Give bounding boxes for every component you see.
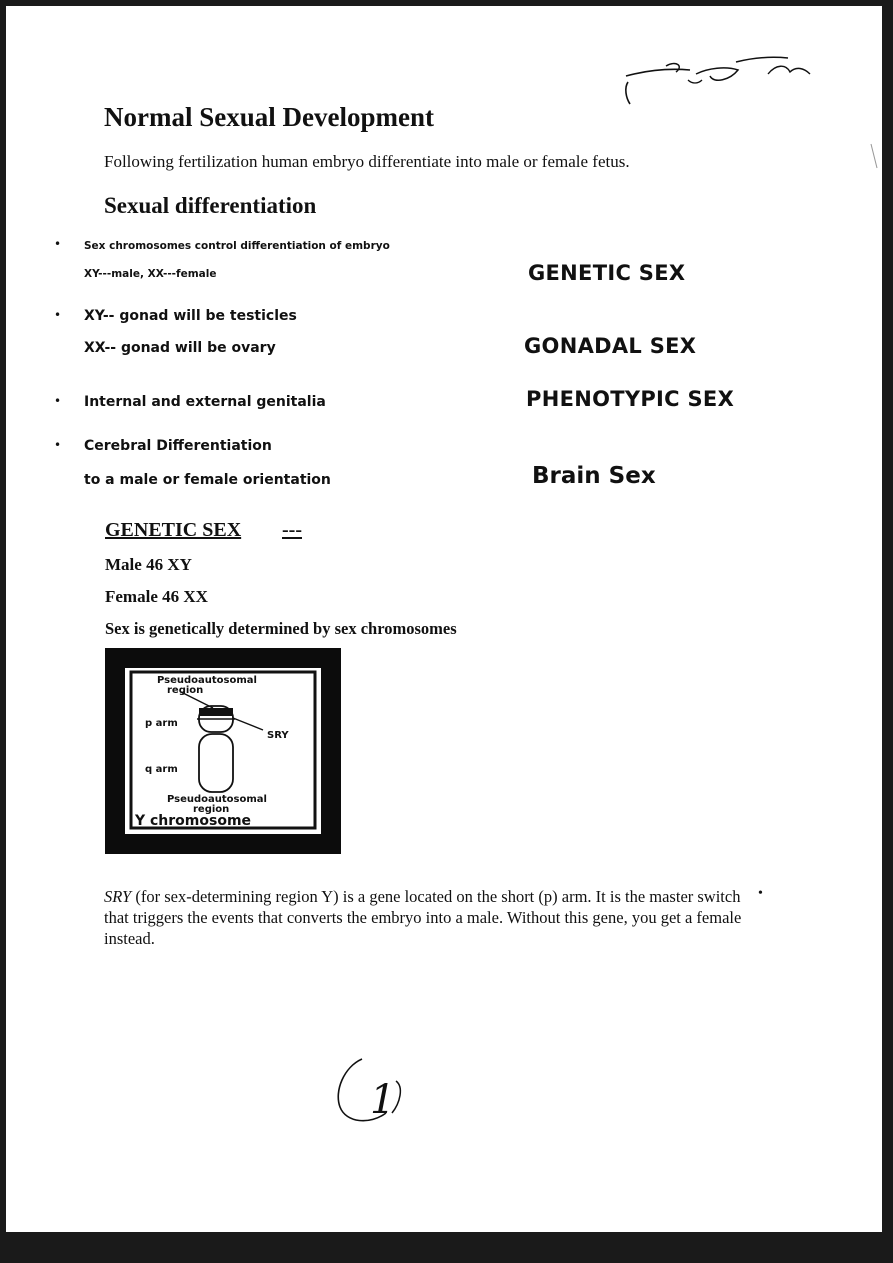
intro-text: Following fertilization human embryo differentiate into male or female fetus.: [104, 152, 630, 171]
handwritten-page-number: [326, 1051, 416, 1131]
document-page: [6, 6, 882, 1232]
genetic-sex-female: Female 46 XX: [105, 587, 208, 606]
label-phenotypic-sex: PHENOTYPIC SEX: [526, 387, 735, 411]
bullet-marker: •: [54, 308, 62, 322]
genetic-sex-statement: Sex is genetically determined by sex chromosomes: [105, 619, 457, 638]
bullet-marker: •: [54, 237, 62, 251]
chromosome-q-arm-shape: [199, 734, 233, 792]
label-gonadal-sex: GONADAL SEX: [524, 334, 697, 358]
label-genetic-sex: GENETIC SEX: [528, 261, 686, 285]
bullet-4-line2: to a male or female orientation: [84, 472, 331, 488]
bottom-label-line1: Pseudoautosomal: [167, 794, 267, 805]
pseudoautosomal-band-top: [199, 708, 233, 716]
genetic-sex-male: Male 46 XY: [105, 555, 192, 574]
sry-paragraph-text: (for sex-determining region Y) is a gene located on the short (p) arm. It is the master switch that triggers the events that converts the embryo into a male. Without this gene, you get a female instead.: [104, 887, 742, 948]
q-arm-label: q arm: [145, 764, 178, 775]
bullet-1-line2: XY---male, XX---female: [84, 268, 217, 280]
bullet-marker: •: [54, 394, 62, 408]
top-label-line1: Pseudoautosomal: [157, 675, 257, 686]
bullet-3-line1: Internal and external genitalia: [84, 394, 326, 410]
page-number-digit: 1: [370, 1077, 396, 1123]
y-chromosome-figure: [105, 648, 341, 854]
figure-caption: Y chromosome: [135, 813, 252, 829]
bullet-2-line2: XX-- gonad will be ovary: [84, 340, 276, 356]
p-arm-label: p arm: [145, 718, 178, 729]
sry-gene-name: SRY: [104, 887, 132, 906]
bullet-4-line1: Cerebral Differentiation: [84, 438, 272, 454]
top-label-line2: region: [167, 685, 204, 696]
bullet-marker: •: [54, 438, 62, 452]
page-title: Normal Sexual Development: [104, 102, 434, 132]
genetic-sex-heading-text: GENETIC SEX: [105, 519, 242, 541]
genetic-sex-dash: ---: [282, 519, 302, 541]
bullet-2-line1: XY-- gonad will be testicles: [84, 308, 297, 324]
sry-label: SRY: [267, 730, 289, 741]
bullet-1-line1: Sex chromosomes control differentiation of embryo: [84, 240, 390, 252]
edge-mark: [870, 142, 880, 172]
bullet-marker: •: [758, 886, 763, 901]
handwritten-signature: [618, 44, 818, 114]
bottom-label-line2: region: [193, 804, 230, 815]
y-chromosome-diagram: [105, 648, 341, 854]
genetic-sex-heading: [105, 519, 241, 542]
sry-paragraph: [104, 886, 744, 949]
label-brain-sex: Brain Sex: [532, 463, 656, 489]
section-subtitle: Sexual differentiation: [104, 193, 317, 218]
